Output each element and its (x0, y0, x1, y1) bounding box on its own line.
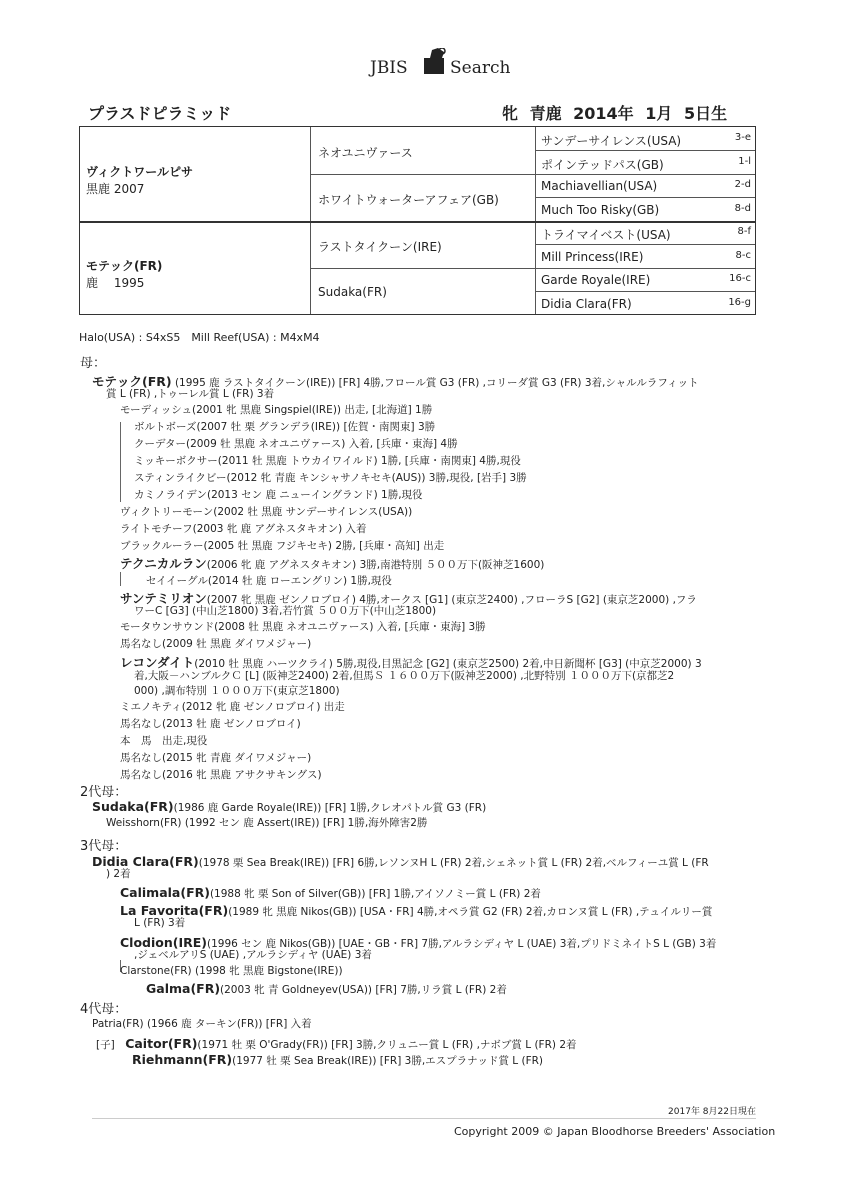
second-dam-line (92, 799, 486, 815)
mother-line2: 賞 L (FR) ,トゥーレル賞 L (FR) 3着 (106, 388, 275, 400)
offspring-text: モータウンサウンド(2008 牡 黒鹿 ネオユニヴァース) 入着, [兵庫・東海] 3勝 (120, 621, 486, 633)
offspring-text: ミエノキティ(2012 牝 鹿 ゼンノロブロイ) 出走 (120, 701, 345, 713)
horse-info: 牝 青鹿 2014年 1月 5日生 (502, 104, 728, 123)
fourth-dam-bold-name: Caitor(FR) (125, 1036, 198, 1051)
offspring-line (134, 605, 436, 618)
offspring-line (120, 769, 322, 782)
g2-1: ネオユニヴァース (318, 146, 413, 160)
third-dam-text: (2003 牝 青 Goldneyev(USA)) [FR] 7勝,リラ賞 L (FR) 2着 (220, 984, 507, 996)
offspring-line (120, 540, 444, 553)
third-dam-bold-name: Clodion(IRE) (120, 935, 208, 950)
third-dam-line (134, 917, 185, 930)
second-dam-bold-name: Sudaka(FR) (92, 799, 174, 814)
third-dam-text: (1989 牝 黒鹿 Nikos(GB)) [USA・FR] 4勝,オペラ賞 G2 (FR) 2着,カロンヌ賞 L (FR) ,テュイルリー賞 (228, 906, 713, 918)
offspring-line (120, 638, 311, 651)
section-dam: 母： (80, 356, 107, 371)
offspring-text: 馬名なし(2016 牝 黒鹿 アサクサキングス) (120, 769, 322, 781)
offspring-text: 馬名なし(2009 牡 黒鹿 ダイワメジャー) (120, 638, 312, 650)
third-dam-text: (1978 栗 Sea Break(IRE)) [FR] 6勝,レソンヌH L (FR) 2着,シェネット賞 L (FR) 2着,ベルフィーユ賞 L (FR (198, 857, 709, 869)
offspring-line (120, 701, 345, 714)
pedigree-dam (86, 257, 162, 291)
offspring-line (120, 404, 432, 417)
horse-name: プラスドピラミッド (88, 104, 232, 123)
offspring-text: (2010 牡 黒鹿 ハーツクライ) 5勝,現役,目黒記念 [G2] (東京芝2500) 2着,中日新聞杯 [G3] (中京芝2000) 3 (194, 658, 702, 670)
offspring-line (134, 455, 521, 468)
offspring-text: セイイーグル(2014 牡 鹿 ローエングリン) 1勝,現役 (146, 575, 392, 587)
offspring-text: ライトモチーフ(2003 牝 鹿 アグネスタキオン) 入着 (120, 523, 367, 535)
third-dam-bold-name: Didia Clara(FR) (92, 854, 199, 869)
fourth-dam-bold-name: Riehmann(FR) (132, 1052, 233, 1067)
horse-head-icon (422, 48, 448, 76)
third-dam-line (92, 854, 709, 870)
offspring-line (120, 621, 486, 634)
dam-name: モテック(FR) (86, 259, 163, 273)
offspring-text: ヴィクトリーモーン(2002 牡 黒鹿 サンデーサイレンス(USA)) (120, 506, 413, 518)
offspring-bold-name: レコンダイト (120, 655, 195, 670)
third-dam-line (120, 885, 541, 901)
second-dam-text: Weisshorn(FR) (1992 セン 鹿 Assert(IRE)) [FR] 1勝,海外障害2勝 (106, 817, 428, 829)
pedigree-table (79, 126, 756, 315)
jbis-logo (370, 40, 510, 84)
offspring-line (134, 489, 423, 502)
offspring-line (120, 718, 301, 731)
third-dam-line (106, 868, 131, 881)
offspring-text: クーデター(2009 牡 黒鹿 ネオユニヴァース) 入着, [兵庫・東海] 4勝 (134, 438, 458, 450)
third-dam-text: ,ジェベルアリS (UAE) ,アルラシディヤ (UAE) 3着 (134, 949, 372, 961)
offspring-text: (2006 牝 鹿 アグネスタキオン) 3勝,南港特別 ５００万下(阪神芝1600) (206, 559, 545, 571)
g3-4: Much Too Risky(GB) 8-d (541, 203, 751, 217)
offspring-line (134, 421, 435, 434)
logo-text-left: JBIS (370, 58, 408, 78)
third-dam-line (120, 965, 343, 978)
offspring-text: 馬名なし(2013 牡 鹿 ゼンノロブロイ) (120, 718, 301, 730)
offspring-line (120, 556, 544, 572)
child-marker: [子] (96, 1039, 126, 1051)
section-3rd-dam: 3代母： (80, 839, 128, 854)
offspring-bold-name: サンテミリオン (120, 591, 207, 606)
copyright: Copyright 2009 © Japan Bloodhorse Breeders' Association (454, 1125, 776, 1138)
third-dam-text: (1988 牝 栗 Son of Silver(GB)) [FR] 1勝,アイソノミー賞 L (FR) 2着 (209, 888, 541, 900)
offspring-text: スティンライクビー(2012 牝 青鹿 キンシャサノキセキ(AUS)) 3勝,現役, [岩手] 3勝 (134, 472, 527, 484)
g3-5: トライマイベスト(USA) 8-f (541, 226, 751, 242)
offspring-text: 馬名なし(2015 牝 青鹿 ダイワメジャー) (120, 752, 312, 764)
third-dam-text: ) 2着 (106, 868, 131, 880)
pedigree-sire (86, 163, 193, 197)
fourth-dam-text: (1977 牡 栗 Sea Break(IRE)) [FR] 3勝,エスプラナッド賞 L (FR) (232, 1055, 544, 1067)
offspring-line (120, 655, 702, 671)
third-dam-text: Clarstone(FR) (1998 牝 黒鹿 Bigstone(IRE)) (120, 965, 343, 977)
g3-7: Garde Royale(IRE) 16-c (541, 273, 751, 287)
fourth-dam-line (132, 1052, 543, 1068)
offspring-line (120, 752, 311, 765)
third-dam-line (134, 949, 372, 962)
offspring-line (120, 506, 412, 519)
g3-6: Mill Princess(IRE) 8-c (541, 250, 751, 264)
offspring-text: 本 馬 出走,現役 (120, 735, 208, 747)
g3-2: ポインテッドパス(GB) 1-l (541, 156, 751, 172)
offspring-text: 着,大阪－ハンブルクＣ [L] (阪神芝2400) 2着,但馬Ｓ １６００万下(阪神芝2000) ,北野特別 １０００万下(京都芝2 (134, 670, 675, 682)
third-dam-text: (1996 セン 鹿 Nikos(GB)) [UAE・GB・FR] 7勝,アルラシディヤ L (UAE) 3着,プリドミネイトS L (GB) 3着 (207, 938, 717, 950)
mother-name: モテック(FR) (92, 374, 172, 389)
fourth-dam-line (96, 1036, 577, 1052)
third-dam-bold-name: Calimala(FR) (120, 885, 210, 900)
offspring-text: ワーC [G3] (中山芝1800) 3着,若竹賞 ５００万下(中山芝1800) (134, 605, 437, 617)
dam-sub: 鹿 1995 (86, 276, 145, 290)
offspring-text: 000) ,調布特別 １０００万下(東京芝1800) (134, 685, 340, 697)
offspring-line (120, 523, 367, 536)
g2-3: ラストタイクーン(IRE) (318, 240, 442, 254)
offspring-text: ブラックルーラー(2005 牡 黒鹿 フジキセキ) 2勝, [兵庫・高知] 出走 (120, 540, 445, 552)
g2-2: ホワイトウォーターアフェア(GB) (318, 193, 499, 207)
sire-name: ヴィクトワールピサ (86, 165, 194, 179)
offspring-line (134, 438, 458, 451)
third-dam-bold-name: Galma(FR) (146, 981, 221, 996)
third-dam-text: L (FR) 3着 (134, 917, 186, 929)
logo-text-right: Search (450, 58, 511, 78)
fourth-dam-text: Patria(FR) (1966 鹿 ターキン(FR)) [FR] 入着 (92, 1018, 312, 1030)
offspring-text: ボルトボーズ(2007 牡 栗 グランデラ(IRE)) [佐賀・南関東] 3勝 (134, 421, 436, 433)
third-dam-line (120, 903, 712, 919)
fourth-dam-text: (1971 牡 栗 O'Grady(FR)) [FR] 3勝,クリュニー賞 L (FR) ,ナボブ賞 L (FR) 2着 (197, 1039, 577, 1051)
offspring-line (146, 575, 392, 588)
offspring-text: カミノライデン(2013 セン 鹿 ニューイングランド) 1勝,現役 (134, 489, 423, 501)
mother-line1: (1995 鹿 ラストタイクーン(IRE)) [FR] 4勝,フロール賞 G3 (FR) ,コリーダ賞 G3 (FR) 3着,シャルルラフィット (174, 377, 699, 389)
fourth-dam-line (92, 1018, 312, 1031)
second-dam-text: (1986 鹿 Garde Royale(IRE)) [FR] 1勝,クレオパトル賞 G3 (FR) (173, 802, 487, 814)
offspring-line (134, 685, 340, 698)
g2-4: Sudaka(FR) (318, 285, 387, 299)
g3-8: Didia Clara(FR) 16-g (541, 297, 751, 311)
offspring-line (134, 472, 527, 485)
g3-1: サンデーサイレンス(USA) 3-e (541, 132, 751, 148)
g3-3: Machiavellian(USA) 2-d (541, 179, 751, 193)
offspring-text: ミッキーボクサー(2011 牡 黒鹿 トウカイワイルド) 1勝, [兵庫・南関東] 4勝,現役 (134, 455, 521, 467)
sire-sub: 黒鹿 2007 (86, 182, 145, 196)
as-of-date: 2017年 8月22日現在 (668, 1107, 756, 1117)
offspring-text: (2007 牝 黒鹿 ゼンノロブロイ) 4勝,オークス [G1] (東京芝2400) ,フローラS [G2] (東京芝2000) ,フラ (206, 594, 697, 606)
third-dam-bold-name: La Favorita(FR) (120, 903, 229, 918)
third-dam-line (146, 981, 507, 997)
offspring-bold-name: テクニカルラン (120, 556, 207, 571)
offspring-text: モーディッシュ(2001 牝 黒鹿 Singspiel(IRE)) 出走, [北海道] 1勝 (120, 404, 433, 416)
section-2nd-dam: 2代母： (80, 785, 128, 800)
second-dam-line (106, 817, 427, 830)
offspring-line (120, 735, 207, 748)
section-4th-dam: 4代母： (80, 1002, 128, 1017)
inbreeding-note: Halo(USA) : S4xS5 Mill Reef(USA) : M4xM4 (79, 331, 320, 344)
offspring-line (134, 670, 674, 683)
